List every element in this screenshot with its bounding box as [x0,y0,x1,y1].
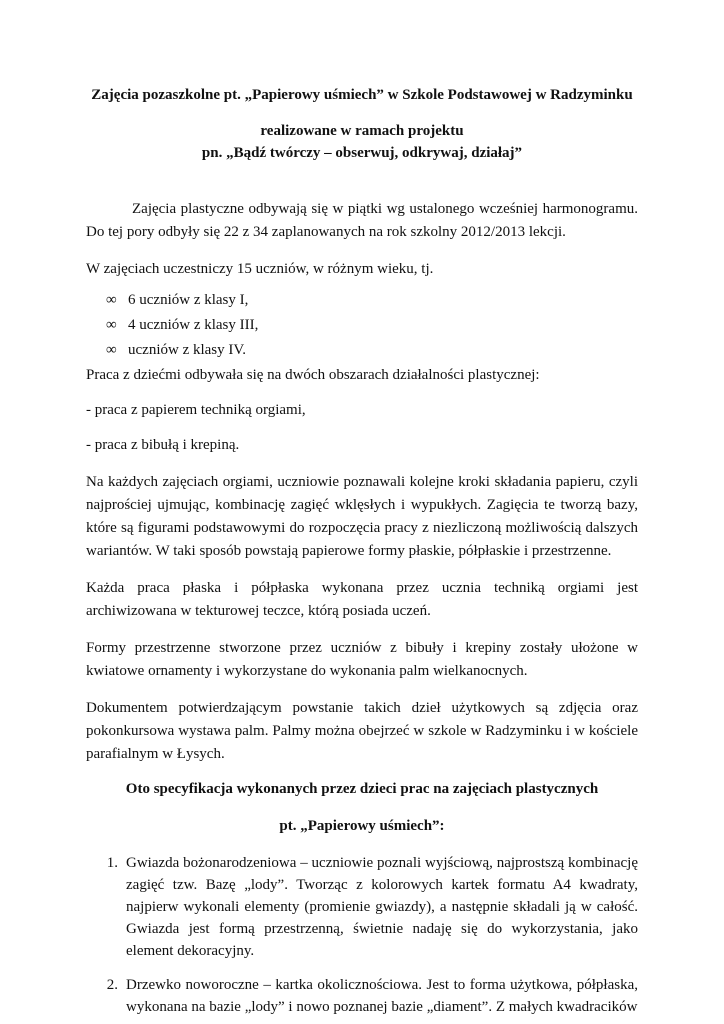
works-list [86,852,638,1018]
specification-heading: Oto specyfikacja wykonanych przez dzieci prac na zajęciach plastycznych [125,781,599,797]
intro-paragraph: Zajęcia plastyczne odbywają się w piątki wg ustalonego wcześniej harmonogramu. Do tej pory odbyły się 22 z 34 zaplanowanych na rok szkolny 2012/2013 lekcji. [86,201,638,240]
infinity-bullet-icon: ∞ [106,292,117,308]
item-number: 1. [106,855,118,871]
item-number: 2. [106,977,118,993]
infinity-bullet-icon: ∞ [106,317,117,333]
item-text: Gwiazda bożonarodzeniowa – uczniowie poznali wyjściową, najprostszą kombinację zagięć tzw. Bazę „lody”. Tworząc z kolorowych kartek formatu A4 kwadraty, najpierw wykonali elementy (promienie gwiazdy), a następnie składali ją w całość. Gwiazda jest formą przestrzenną, świetnie nadaję się do wykorzystania, jako element dekoracyjny. [126,855,638,959]
list-item [86,974,638,1018]
infinity-bullet-icon: ∞ [106,342,117,358]
class-list [86,289,638,361]
project-subtitle: realizowane w ramach projektu [260,123,464,139]
list-item: ∞ 4 uczniów z klasy III, [106,314,638,336]
participants-paragraph: W zajęciach uczestniczy 15 uczniów, w różnym wieku, tj. [86,261,434,277]
document-title: Zajęcia pozaszkolne pt. „Papierowy uśmiech” w Szkole Podstawowej w Radzyminku [91,87,633,103]
area-paper: - praca z papierem techniką orgiami, [86,402,306,418]
list-item: ∞ 6 uczniów z klasy I, [106,289,638,311]
area-crepe: - praca z bibułą i krepiną. [86,437,240,453]
specification-heading-2: pt. „Papierowy uśmiech”: [279,818,445,834]
documentation-paragraph: Dokumentem potwierdzającym powstanie takich dzieł użytkowych są zdjęcia oraz pokonkursowa wystawa palm. Palmy można obejrzeć w szkole w Radzyminku i w kościele parafialnym w Łysych. [86,700,638,762]
forms-paragraph: Formy przestrzenne stworzone przez uczniów z bibuły i krepiny zostały ułożone w kwiatowe ornamenty i wykorzystane do wykonania palm wielkanocnych. [86,640,638,679]
item-text: Drzewko noworoczne – kartka okolicznościowa. Jest to forma użytkowa, półpłaska, wykonana na bazie „lody” i nowo poznanej bazie „diament”. Z małych kwadracików [126,977,638,1015]
areas-intro: Praca z dziećmi odbywała się na dwóch obszarach działalności plastycznej: [86,367,540,383]
list-item [86,852,638,962]
project-name: pn. „Bądź twórczy – obserwuj, odkrywaj, działaj” [201,145,523,161]
list-item: ∞ uczniów z klasy IV. [106,339,638,361]
origami-paragraph: Na każdych zajęciach orgiami, uczniowie poznawali kolejne kroki składania papieru, czyli najprościej ujmując, kombinację zagięć wklęsłych i wypukłych. Zagięcia te tworzą bazy, które są figurami podstawowymi do rozpoczęcia pracy z niezliczoną możliwością dalszych wariantów. W taki sposób powstają papierowe formy płaskie, półpłaskie i przestrzenne. [86,474,638,559]
archive-paragraph: Każda praca płaska i półpłaska wykonana przez ucznia techniką orgiami jest archiwizowana w tekturowej teczce, którą posiada uczeń. [86,580,638,619]
